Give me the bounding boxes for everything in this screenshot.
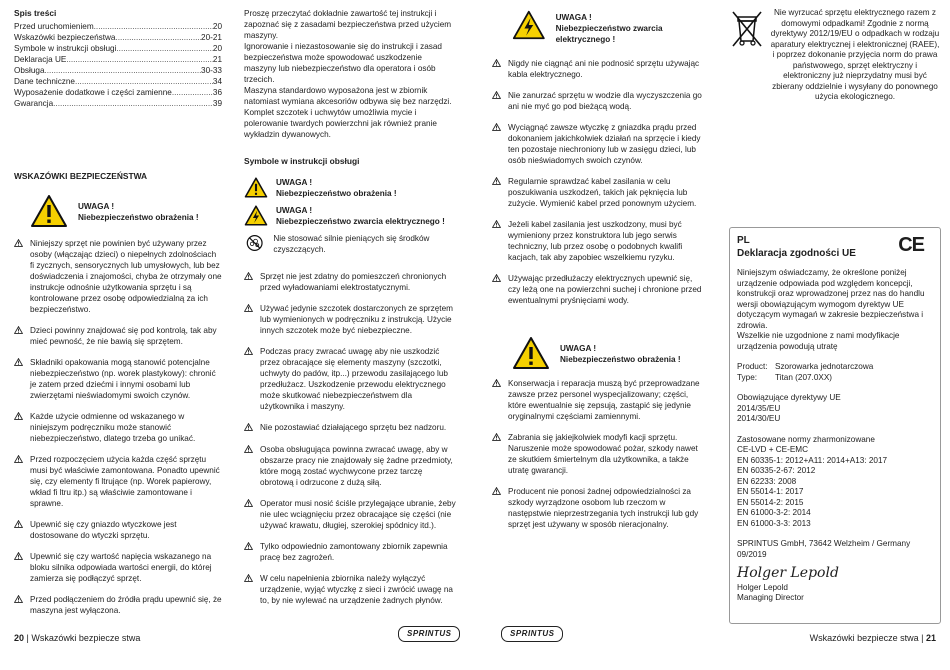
list-item-text: Nigdy nie ciągnąć ani nie podnosić sprzętu używając kabla elektrycznego. [508,59,700,79]
list-item-text: Tylko odpowiednio zamontowany zbiornik zapewnia pracę bez zagrożeń. [260,542,448,562]
toc-page: 30-33 [201,66,222,75]
toc-page: 34 [212,77,222,86]
symbol-electric-line2: Niebezpieczeństwo zwarcia elektrycznego ! [276,217,445,226]
sprintus-logo: SPRINTUS [501,626,563,642]
list-item [14,411,222,444]
list-item-text: Dzieci powinny znajdować się pod kontrolą, tak aby mieć pewność, że nie bawią się sprzętem. [30,326,217,346]
sprintus-logo: SPRINTUS [398,626,460,642]
caution-icon [14,454,24,509]
directive-item: 2014/35/EU [737,403,781,413]
warning-electric-line1: UWAGA ! [555,13,592,22]
norm-item: EN 61000-3-2: 2014 [737,508,811,517]
norm-item: EN 62233: 2008 [737,476,797,486]
list-item [492,378,705,422]
caution-icon [244,303,254,336]
norm-item: EN 61000-3-3: 2013 [737,518,811,528]
list-item [492,58,705,80]
list-item-text: Operator musi nosić ściśle przylegające ubranie, żeby nie ulec wciągnięciu przez obracające się części (nie używać krawatu, długiej, szerokiej spódnicy itd.). [260,499,456,530]
list-item-text: Przed rozpoczęciem użycia każda część sprzętu musi być właściwie zamontowana. Ponadto upewnić się, czy elementy fi ltrujące (np. Worek papierowy, wkład fi ltru itp.) są właściwie zamontowane i sprawne. [30,455,220,508]
toc-page: 20-21 [201,33,222,42]
caution-icon [492,432,502,476]
symbol-injury-line2: Niebezpieczeństwo obrażenia ! [276,189,397,198]
list-item [244,444,456,488]
warning-exclamation-icon [30,194,68,228]
list-item [14,357,222,401]
norms-list [737,445,932,529]
list-item-text: Konserwacja i reparacja muszą być przeprowadzane zawsze przez personel wyspecjalizowany; części, które ewentualnie się zepsują, zastąpić się jedynie oryginalnymi częściami zamiennymi. [508,379,700,421]
list-item-text: Używając przedłużaczy elektrycznych upewnić się, czy leżą one na powierzchni suchej i chronione przed ewentualnymi pryśnięciami wody. [508,274,702,305]
directive-item: 2014/30/EU [737,414,781,423]
warning-electric-line2: Niebezpieczeństwo zwarcia elektrycznego ! [555,24,663,44]
caution-icon [244,444,254,488]
caution-icon [14,357,24,401]
warning-injury-line1: UWAGA ! [560,344,597,353]
list-item [14,454,222,509]
symbol-injury-line1: UWAGA ! [276,178,313,187]
toc-row [14,87,222,98]
caution-icon [244,422,254,434]
bullet-list [492,378,705,530]
footer-left-title: Wskazówki bezpiecze stwa [31,633,141,643]
list-item [244,271,456,293]
toc-leader [45,65,202,76]
toc-label: Gwarancja [14,99,54,108]
norm-item: EN 55014-1: 2017 [737,487,804,496]
caution-icon [14,551,24,584]
toc-page: 36 [212,88,222,97]
symbols-title: Symbole w instrukcji obsługi [244,156,360,166]
page-number-left: 20 [14,633,25,643]
toc-label: Wyposażenie dodatkowe i części zamienne [14,88,172,97]
toc-label: Deklaracja UE [14,55,67,64]
symbol-no-foam-text: Nie stosować silnie pieniących się środków czyszczących. [273,234,430,254]
list-item-text: Sprzęt nie jest zdatny do pomieszczeń chronionych przed wyładowaniami elektrostatycznymi. [260,272,447,292]
page-number-right: 21 [925,633,936,643]
list-item [492,219,705,263]
electric-hazard-icon [244,205,268,226]
toc-row [14,54,222,65]
declaration-date: 09/2019 [737,549,767,559]
caution-icon [14,238,24,315]
list-item [492,90,705,112]
type-row [737,373,932,384]
list-item [244,422,456,434]
symbol-no-foam [246,233,456,255]
list-item [244,346,456,412]
caution-icon [492,273,502,306]
toc-leader [53,98,213,109]
list-item-text: Używać jedynie szczotek dostarczonych ze sprzętem lub wymienionych w podręczniku z instrukcją. Użycie innych szczotek może być niebezpieczne. [260,304,453,335]
list-item-text: Jeżeli kabel zasilania jest uszkodzony, musi być wymieniony przez konstruktora lub jego serwis techniczny, lub przez osobę o podobnych kwalifi kacjach, tak aby zapobiec wszelkiemu ryzyku. [508,220,683,262]
toc-row [14,21,222,32]
directives-title: Obowiązujące dyrektywy UE [737,393,841,402]
toc-label: Obsługa [14,66,45,75]
toc-row [14,76,222,87]
list-item [14,594,222,616]
footer-right-title: Wskazówki bezpiecze stwa [809,633,919,643]
caution-icon [492,219,502,263]
list-item [14,238,222,315]
warning-line2: Niebezpieczeństwo obrażenia ! [78,213,199,222]
company: SPRINTUS GmbH, 73642 Welzheim / Germany [737,539,911,548]
norm-item: CE-LVD + CE-EMC [737,445,809,454]
crossed-bin-icon [730,8,764,48]
toc-leader [94,21,213,32]
list-item-text: Wyciągnąć zawsze wtyczkę z gniazdka prądu przed dokonaniem jakichkolwiek działań na sprzęcie i kiedy ten pozostaje niechroniony lub w zasięgu dzieci, lub osób nieświadomych swoich czynów. [508,123,701,165]
caution-icon [492,378,502,422]
toc-page: 20 [212,22,222,31]
toc-row [14,98,222,109]
toc-label: Symbole w instrukcji obsługi [14,44,117,53]
list-item-text: Producent nie ponosi żadnej odpowiedzialności za szkody wyrządzone osobom lub rzeczom w następstwie nieprzestrzegania tych instrukcji lub gdy sprzęt jest używany w sposób nieracjonalny. [508,487,699,529]
warning-injury [512,336,705,370]
electric-hazard-icon [512,8,546,42]
list-item-text: Upewnić się czy gniazdo wtyczkowe jest dostosowane do wtyczki sprzętu. [30,520,177,540]
warning-exclamation-icon [512,336,550,370]
norm-item: EN 55014-2: 2015 [737,497,804,507]
list-item [244,541,456,563]
toc-row [14,65,222,76]
list-item [492,432,705,476]
declaration-title: Deklaracja zgodności UE [737,248,856,259]
caution-icon [244,541,254,563]
list-item-text: Niniejszy sprzęt nie powinien być używany przez osoby (włączając dzieci) o niepełnych zdolnościach fi zycznych, sensorycznych lub umysłowych, lub bez doświadczenia i znajomości, chyba że otrzymały one instrukcje odnośnie użytkowania sprzętu i są kontrolowane przez osobę odpowiedzialną za ich bezpieczeństwo. [30,239,222,314]
caution-icon [492,176,502,209]
list-item [244,303,456,336]
toc-leader [115,32,201,43]
list-item [14,519,222,541]
caution-icon [14,325,24,347]
list-item-text: Regularnie sprawdzać kabel zasilania w celu poszukiwania uszkodzeń, takich jak pęknięcia lub zużycie. Wymienić kabel przed ponownym użyciem. [508,177,697,208]
toc-leader [75,76,213,87]
toc-label: Wskazówki bezpieczeństwa [14,33,116,42]
caution-icon [14,594,24,616]
list-item-text: Upewnić się czy wartość napięcia wskazanego na bloku silnika odpowiada wartości energii, do której zamierza się podłączyć sprzęt. [30,552,212,583]
directives-list [737,404,932,425]
no-foam-icon [246,233,263,253]
column-3 [492,8,705,540]
product-row [737,362,932,373]
list-item [492,273,705,306]
weee-notice [730,8,940,103]
section-title: WSKAZÓWKI BEZPIECZEŃSTWA [14,171,148,181]
symbol-electric-line1: UWAGA ! [276,206,313,215]
type-label: Type: [737,372,758,382]
list-item-text: Podczas pracy zwracać uwagę aby nie uszkodzić przez obracające się elementy maszyny (szczotki, uchwyty do padów, itp...) przewodu zasilającego lub przedłużacz. Uszkodzenie przewodu elektrycznego może skutkować niebezpieczeństwem dla użytkownika i maszyny. [260,347,448,411]
caution-icon [492,486,502,530]
symbol-injury [244,177,456,199]
bullet-list [492,58,705,306]
column-4 [730,8,940,103]
caution-icon [244,271,254,293]
caution-icon [244,498,254,531]
list-item-text: Każde użycie odmienne od wskazanego w niniejszym podręczniku może stanowić niebezpieczeństwo, dlatego trzeba go unikać. [30,412,196,443]
norms-title: Zastosowane normy zharmonizowane [737,434,875,444]
norm-item: EN 60335-2-67: 2012 [737,466,816,475]
intro-paragraph: Proszę przeczytać dokładnie zawartość tej instrukcji i zapoznać się z zasadami bezpieczeństwa przed użyciem maszyny. Ignorowanie i niezastosowanie się do instrukcji i zasad bezpieczeństwa może spowodować uszkodzenie maszyny lub niebezpieczeństwo dla operatora i osób trzecich. Maszyna standardowo wyposażona jest w zbiornik natomiast wymiana akcesoriów odbywa się bez narzędzi. Komplet szczotek i uchwytów umożliwia mycie i polerowanie twardych powierzchni jak również pranie wykładzin dywanowych. [244,9,452,139]
signer-name: Holger Lepold [737,582,788,592]
list-item-text: Zabrania się jakiejkolwiek modyfi kacji sprzętu. Naruszenie może spowodować pożar, szkody nawet ze skutkiem śmiertelnym dla użytkownika, a także utratę gwarancji. [508,433,698,475]
footer-left: 20 | Wskazówki bezpiecze stwa [14,633,141,643]
warning-injury-line2: Niebezpieczeństwo obrażenia ! [560,355,681,364]
toc-row [14,43,222,54]
list-item [14,551,222,584]
signature: Holger Lepold [737,565,839,581]
list-item [14,325,222,347]
warning-injury [30,194,222,228]
weee-text: Nie wyrzucać sprzętu elektrycznego razem z domowymi odpadkami! Zgodnie z normą dyrektywy 2012/19/EU o odpadkach w rodzaju aparatury elektrycznej i elektronicznej (RAEE), i poprzez dokonanie przyjęcia norm do prawa państwowego, sprzęt elektryczny i elektroniczny już nieprzydatny musi być zbierany oddzielnie i wysyłany do ponownego użycia ekologicznego. [770,8,940,101]
list-item-text: W celu napełnienia zbiornika należy wyłączyć urządzenie, wyjąć wtyczkę z sieci i zwrócić uwagę na to, by nie wylewać na urządzenie żadnych płynów. [260,574,453,605]
caution-icon [492,90,502,112]
list-item [492,486,705,530]
toc-label: Dane techniczne [14,77,75,86]
column-2 [244,8,456,616]
toc-leader [116,43,213,54]
caution-icon [14,411,24,444]
warning-exclamation-icon [244,177,268,198]
toc-leader [66,54,213,65]
caution-icon [244,573,254,606]
bullet-list [244,271,456,606]
table-of-contents [14,21,222,109]
caution-icon [492,58,502,80]
declaration [737,234,932,604]
signer-role: Managing Director [737,593,804,602]
norm-item: EN 60335-1: 2012+A11: 2014+A13: 2017 [737,455,888,465]
list-item-text: Przed podłączeniem do źródła prądu upewnić się, że maszyna jest wyłączona. [30,595,222,615]
column-1 [14,8,222,626]
type-value: Titan (207.0XX) [775,372,833,382]
list-item-text: Składniki opakowania mogą stanowić potencjalne niebezpieczeństwo (np. worek plastykowy): chronić je zatem przed dziećmi i innymi osobami lub zwierzętami nieświadomymi swoich czynów. [30,358,216,400]
toc-page: 21 [212,55,222,64]
caution-icon [244,346,254,412]
toc-title: Spis treści [14,8,57,18]
symbol-electric [244,205,456,227]
list-item [244,498,456,531]
caution-icon [14,519,24,541]
footer-right: Wskazówki bezpiecze stwa | 21 [809,633,936,643]
toc-page: 39 [212,99,222,108]
toc-leader [172,87,213,98]
warning-line1: UWAGA ! [78,202,115,211]
list-item-text: Osoba obsługująca powinna zwracać uwagę, aby w obszarze pracy nie znajdowały się żadne przedmioty, które mogą zostać wychwycone przez tarczę obrotową i odrzucone z dużą siłą. [260,445,453,487]
list-item-text: Nie zanurzać sprzętu w wodzie dla wyczyszczenia go ani nie myć go pod bieżącą wodą. [508,91,702,111]
declaration-lang: PL [737,235,750,246]
toc-label: Przed uruchomieniem [14,22,94,31]
bullet-list [14,238,222,616]
warning-electric [512,8,705,45]
list-item [492,122,705,166]
toc-row [14,32,222,43]
list-item-text: Nie pozostawiać działającego sprzętu bez nadzoru. [260,423,447,432]
declaration-intro: Niniejszym oświadczamy, że określone poniżej urządzenie odpowiada pod względem koncepcji, konstrukcji oraz wprowadzonej przez nas do handlu wersji obowiązującym wymogom dyrektyw UE dotyczącym wymagań w zakresie bezpieczeństwa i zdrowia. Wszelkie nie uzgodnione z nami modyfikacje urządzenia powodują utratę [737,268,925,351]
list-item [492,176,705,209]
product-value: Szorowarka jednotarczowa [775,362,874,371]
list-item [244,573,456,606]
product-label: Product: [737,362,768,371]
caution-icon [492,122,502,166]
toc-page: 20 [212,44,222,53]
ce-mark-icon: CE [898,234,924,256]
